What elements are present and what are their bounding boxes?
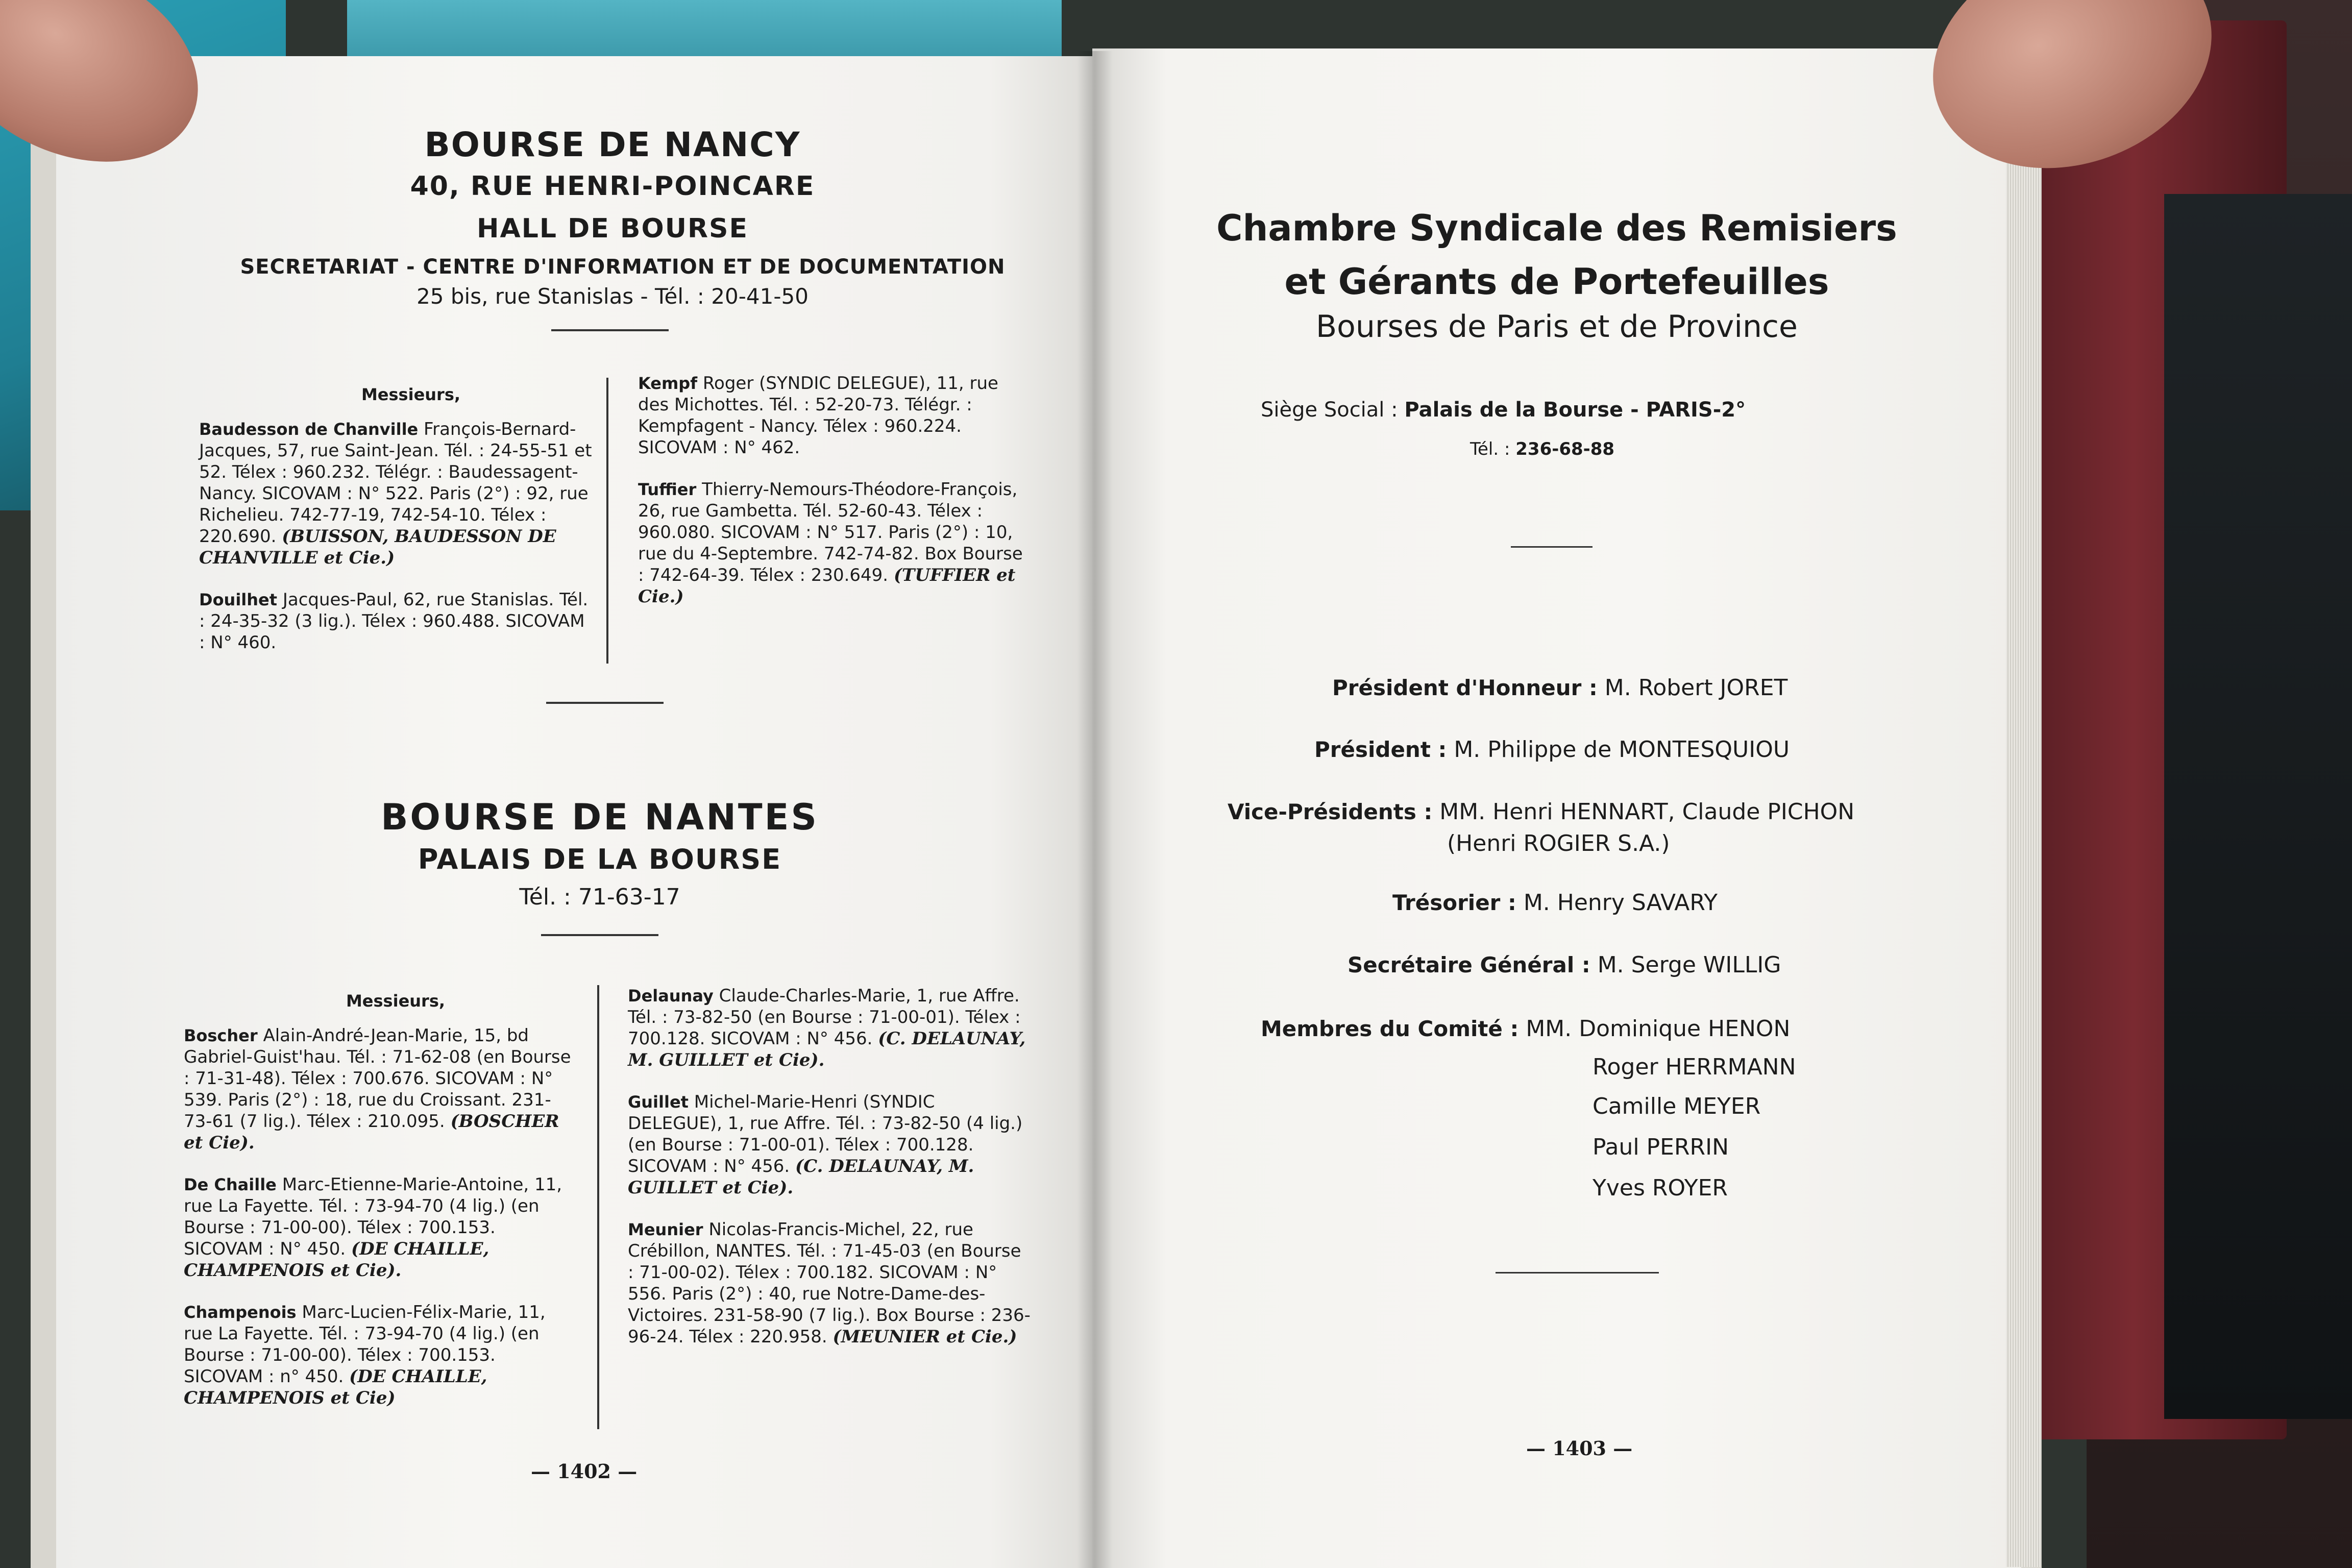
page-edges [2006,97,2042,1567]
entry-name: Tuffier [638,480,697,499]
list-item [628,985,1031,1071]
entry-name: Boscher [184,1026,258,1045]
nantes-column-rule [597,985,599,1429]
president [1314,737,1790,763]
nantes-column-1 [184,990,577,1429]
entry-text: Marc-Etienne-Marie-Antoine, 11, rue La Fayette. Tél. : 73-94-70 (4 lig.) (en Bourse : 71-00-00). Télex : 700.153. SICOVAM : N° 450. [184,1174,562,1259]
entry-name: Meunier [628,1220,703,1239]
book-gutter [1077,51,1113,1568]
section-divider [546,702,664,704]
officer-name: M. Henry SAVARY [1523,890,1718,916]
siege-value: Palais de la Bourse - PARIS-2° [1404,398,1746,422]
siege-social [1261,398,1746,422]
officer-role: Président : [1314,737,1447,762]
tel-label: Tél. : [1470,439,1510,459]
nantes-title: BOURSE DE NANTES [381,796,819,838]
nancy-secretariat-address: 25 bis, rue Stanislas - Tél. : 20-41-50 [416,284,808,309]
entry-firm: (C. DELAUNAY, M. GUILLET et Cie). [628,1156,974,1198]
tel-value: 236-68-88 [1515,439,1615,459]
list-item [628,1219,1031,1348]
entry-name: Douilhet [199,590,278,609]
nantes-palais: PALAIS DE LA BOURSE [418,843,782,875]
entry-text: Thierry-Nemours-Théodore-François, 26, rue Gambetta. Tél. 52-60-43. Télex : 960.080. SICOVAM : N° 517. Paris (2°) : 10, rue du 4-Septembre. 742-74-82. Box Bourse : 742-64-39. Télex : 230.649. [638,479,1023,585]
nancy-column-rule [606,378,608,664]
tresorier [1392,890,1718,916]
officer-role: Président d'Honneur : [1332,675,1598,700]
officer-name: M. Serge WILLIG [1597,952,1781,978]
page-number-right: — 1403 — [1526,1437,1633,1460]
nancy-secretariat: SECRETARIAT - CENTRE D'INFORMATION ET DE DOCUMENTATION [240,255,1006,279]
entry-text: Jacques-Paul, 62, rue Stanislas. Tél. : 24-35-32 (3 lig.). Télex : 960.488. SICOVAM : N° 460. [199,590,589,653]
membres-comite [1261,1016,1790,1042]
background-dark-board [2164,194,2352,1419]
chambre-title-line-2: et Gérants de Portefeuilles [1284,261,1829,303]
chambre-subtitle: Bourses de Paris et de Province [1316,309,1798,345]
entry-name: Kempf [638,374,698,393]
nancy-hall: HALL DE BOURSE [476,213,748,244]
nancy-address: 40, RUE HENRI-POINCARE [410,171,815,202]
entry-name: De Chaille [184,1175,277,1194]
entry-text: Nicolas-Francis-Michel, 22, rue Crébillon, NANTES. Tél. : 71-45-03 (en Bourse : 71-00-02). Télex : 700.182. SICOVAM : N° 556. Paris (2°) : 40, rue Notre-Dame-des-Victoires. 231-58-90 (7 lig.). Box Bourse : 236-96-24. Télex : 220.958. [628,1219,1031,1347]
officer-name: MM. Henri HENNART, Claude PICHON [1439,799,1855,825]
background-blue-card [347,0,1062,61]
entry-text: Alain-André-Jean-Marie, 15, bd Gabriel-Guist'hau. Tél. : 71-62-08 (en Bourse : 71-31-48). Télex : 700.676. SICOVAM : N° 539. Paris (2°) : 18, rue du Croissant. 231-73-61 (7 lig.). Télex : 210.095. [184,1025,571,1132]
committee-member: Yves ROYER [1592,1175,1728,1201]
entry-firm: (DE CHAILLE, CHAMPENOIS et Cie). [184,1239,489,1281]
nantes-messieurs: Messieurs, [346,991,446,1011]
president-honneur [1332,675,1787,701]
entry-firm: (MEUNIER et Cie.) [832,1327,1017,1347]
nancy-column-1 [199,384,592,674]
committee-member: Camille MEYER [1592,1093,1761,1119]
chambre-title-line-1: Chambre Syndicale des Remisiers [1216,207,1897,249]
officer-name: MM. Dominique HENON [1526,1016,1791,1042]
entry-name: Champenois [184,1303,297,1322]
officer-name: M. Philippe de MONTESQUIOU [1454,737,1790,763]
committee-member: Roger HERRMANN [1592,1054,1796,1080]
right-divider-top [1511,546,1592,548]
page-number-left: — 1402 — [531,1460,638,1483]
list-item [199,589,592,653]
entry-firm: (C. DELAUNAY, M. GUILLET et Cie). [628,1028,1026,1070]
list-item [184,1025,577,1154]
siege-tel [1470,439,1614,459]
list-item [638,373,1031,458]
nantes-tel: Tél. : 71-63-17 [519,884,680,910]
secretaire-general [1348,952,1781,978]
entry-name: Delaunay [628,986,714,1006]
officer-role: Trésorier : [1392,890,1516,915]
officer-name: M. Robert JORET [1604,675,1788,701]
entry-text: Claude-Charles-Marie, 1, rue Affre. Tél. : 73-82-50 (en Bourse : 71-00-01). Télex : 700.128. SICOVAM : N° 456. [628,986,1021,1049]
entry-name: Baudesson de Chanville [199,420,419,439]
vice-presidents-firm [1447,830,1670,856]
list-item [199,419,592,569]
entry-name: Guillet [628,1092,689,1112]
entry-firm: (DE CHAILLE, CHAMPENOIS et Cie) [184,1366,487,1408]
list-item [184,1302,577,1409]
nancy-title: BOURSE DE NANCY [424,125,801,164]
list-item [628,1091,1031,1198]
committee-member: Paul PERRIN [1592,1134,1729,1160]
nancy-divider [551,329,669,331]
nantes-divider [541,934,658,936]
right-divider-bottom [1496,1272,1659,1273]
list-item [638,479,1031,607]
nancy-messieurs: Messieurs, [361,385,461,404]
vice-presidents [1228,799,1854,825]
entry-text: François-Bernard-Jacques, 57, rue Saint-Jean. Tél. : 24-55-51 et 52. Télex : 960.232. Télégr. : Baudessagent-Nancy. SICOVAM : N° 522. Paris (2°) : 92, rue Richelieu. 742-77-19, 742-54-10. Télex : 220.690. [199,419,592,547]
list-item [184,1174,577,1281]
entry-text: Roger (SYNDIC DELEGUE), 11, rue des Michottes. Tél. : 52-20-73. Télégr. : Kempfagent - Nancy. Télex : 960.224. SICOVAM : N° 462. [638,373,998,458]
officer-role: Secrétaire Général : [1348,952,1590,977]
entry-firm: (BUISSON, BAUDESSON DE CHANVILLE et Cie.) [199,526,556,568]
siege-label: Siège Social : [1261,398,1398,422]
officer-role: Membres du Comité : [1261,1016,1519,1041]
nancy-column-2 [638,373,1031,628]
nantes-column-2 [628,985,1031,1368]
officer-role: Vice-Présidents : [1228,799,1433,824]
entry-text: Marc-Lucien-Félix-Marie, 11, rue La Fayette. Tél. : 73-94-70 (4 lig.) (en Bourse : 71-00-00). Télex : 700.153. SICOVAM : n° 450. [184,1302,546,1387]
entry-text: Michel-Marie-Henri (SYNDIC DELEGUE), 1, rue Affre. Tél. : 73-82-50 (4 lig.) (en Bourse : 71-00-01). Télex : 700.128. SICOVAM : N° 456. [628,1092,1023,1177]
entry-firm: (BOSCHER et Cie). [184,1111,559,1153]
entry-firm: (TUFFIER et Cie.) [638,565,1016,607]
officer-name: (Henri ROGIER S.A.) [1447,830,1670,856]
